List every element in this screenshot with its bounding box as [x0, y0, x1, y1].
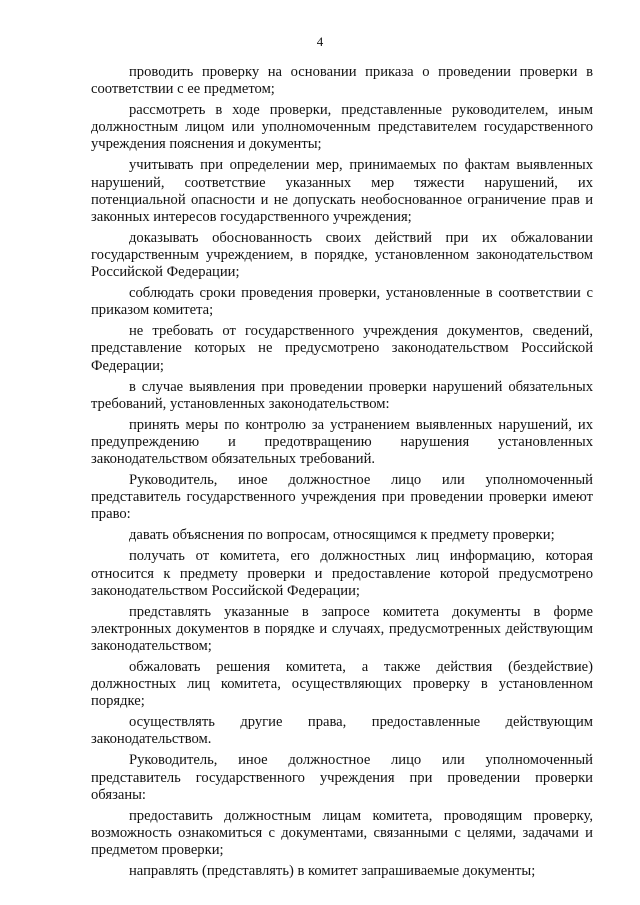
paragraph: Руководитель, иное должностное лицо или уполномоченный представитель государственного учреждения при проведении проверки имеют право: — [91, 472, 593, 523]
paragraph: направлять (представлять) в комитет запрашиваемые документы; — [129, 863, 536, 880]
paragraph: соблюдать сроки проведения проверки, установленные в соответствии с приказом комитета; — [91, 285, 593, 319]
paragraph: давать объяснения по вопросам, относящимся к предмету проверки; — [129, 527, 555, 544]
paragraph: принять меры по контролю за устранением выявленных нарушений, их предупреждению и предотвращению нарушения установленных законодательством обязательных требований. — [91, 416, 593, 467]
paragraph: рассмотреть в ходе проверки, представленные руководителем, иным должностным лицом или уполномоченным представителем государственного учреждения пояснения и документы; — [91, 102, 593, 153]
paragraph: обжаловать решения комитета, а также действия (бездействие) должностных лиц комитета, осуществляющих проверку в установленном порядке; — [91, 659, 593, 710]
paragraph: доказывать обоснованность своих действий при их обжаловании государственным учреждением, в порядке, установленном законодательством Российской Федерации; — [91, 229, 593, 281]
paragraph: проводить проверку на основании приказа о проведении проверки в соответствии с ее предметом; — [91, 64, 593, 98]
paragraph: предоставить должностным лицам комитета, проводящим проверку, возможность ознакомиться с документами, связанными с целями, задачами и предметом проверки; — [91, 807, 593, 858]
paragraph: учитывать при определении мер, принимаемых по фактам выявленных нарушений, соответствие указанных мер тяжести нарушений, их потенциальной опасности и не допускать необоснованное ограничение прав и законных интересов государственного учреждения; — [91, 157, 593, 225]
page-number: 4 — [316, 34, 324, 49]
document-body — [91, 64, 593, 884]
paragraph: в случае выявления при проведении проверки нарушений обязательных требований, установленных законодательством: — [91, 378, 593, 412]
paragraph: не требовать от государственного учреждения документов, сведений, представление которых не предусмотрено законодательством Российской Федерации; — [91, 323, 593, 374]
paragraph: Руководитель, иное должностное лицо или уполномоченный представитель государственного учреждения при проведении проверки обязаны: — [91, 752, 593, 803]
paragraph: осуществлять другие права, предоставленные действующим законодательством. — [91, 714, 593, 748]
paragraph: представлять указанные в запросе комитета документы в форме электронных документов в порядке и случаях, предусмотренных действующим законодательством; — [91, 603, 593, 654]
paragraph: получать от комитета, его должностных лиц информацию, которая относится к предмету проверки и предоставление которой предусмотрено законодательством Российской Федерации; — [91, 548, 593, 599]
